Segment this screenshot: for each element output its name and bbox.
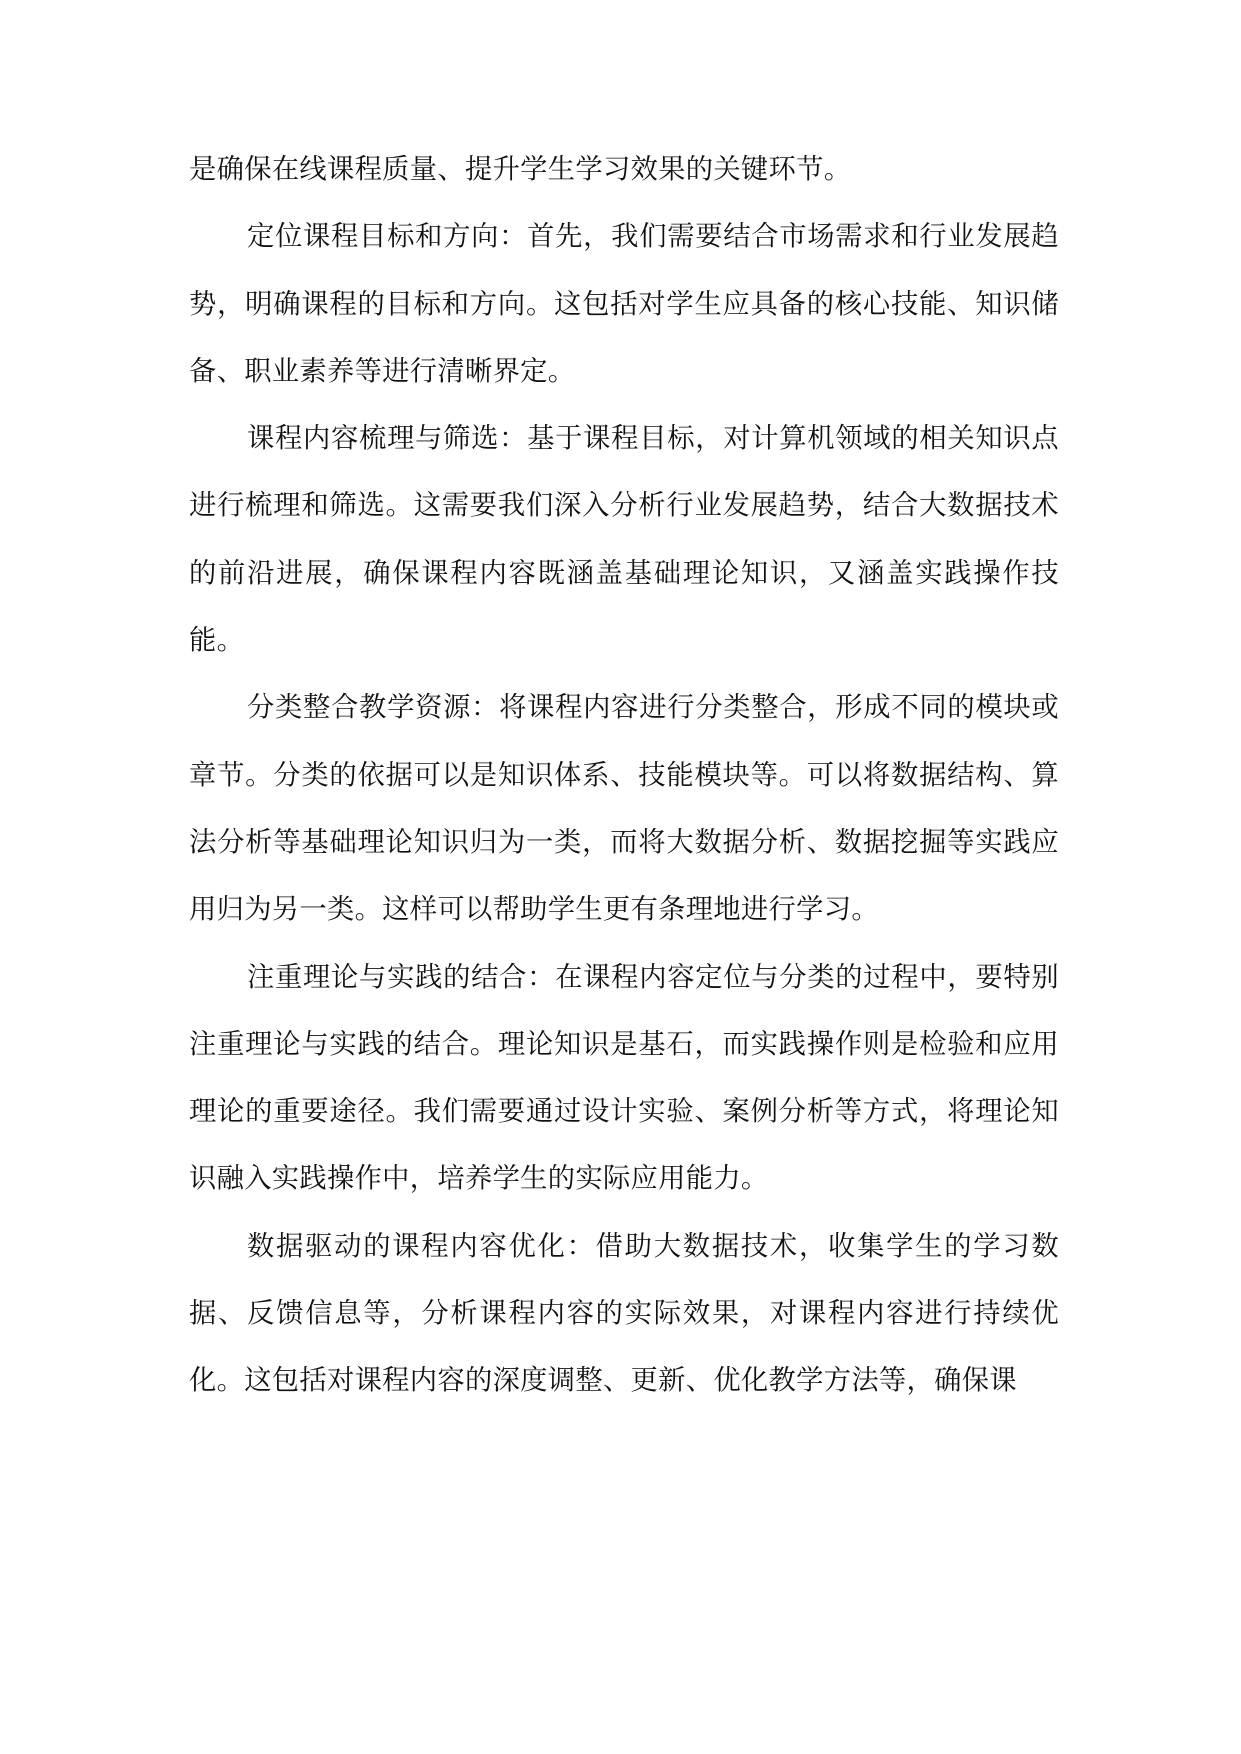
paragraph-course-goals: 定位课程目标和方向：首先，我们需要结合市场需求和行业发展趋势，明确课程的目标和方向。这包括对学生应具备的核心技能、知识储备、职业素养等进行清晰界定。 bbox=[189, 221, 1059, 387]
paragraph-theory-practice: 注重理论与实践的结合：在课程内容定位与分类的过程中，要特别注重理论与实践的结合。理论知识是基石，而实践操作则是检验和应用理论的重要途径。我们需要通过设计实验、案例分析等方式，将理论知识融入实践操作中，培养学生的实际应用能力。 bbox=[189, 961, 1059, 1195]
paragraph-continuation: 是确保在线课程质量、提升学生学习效果的关键环节。 bbox=[189, 154, 852, 185]
paragraph-data-driven-optimization: 数据驱动的课程内容优化：借助大数据技术，收集学生的学习数据、反馈信息等，分析课程内容的实际效果，对课程内容进行持续优化。这包括对课程内容的深度调整、更新、优化教学方法等，确保课 bbox=[189, 1230, 1059, 1397]
paragraph-resource-classification: 分类整合教学资源：将课程内容进行分类整合，形成不同的模块或章节。分类的依据可以是知识体系、技能模块等。可以将数据结构、算法分析等基础理论知识归为一类，而将大数据分析、数据挖掘等实践应用归为另一类。这样可以帮助学生更有条理地进行学习。 bbox=[189, 692, 1059, 926]
paragraph-content-screening: 课程内容梳理与筛选：基于课程目标，对计算机领域的相关知识点进行梳理和筛选。这需要我们深入分析行业发展趋势，结合大数据技术的前沿进展，确保课程内容既涵盖基础理论知识，又涵盖实践操作技能。 bbox=[189, 423, 1059, 657]
body-text bbox=[189, 136, 1059, 1415]
